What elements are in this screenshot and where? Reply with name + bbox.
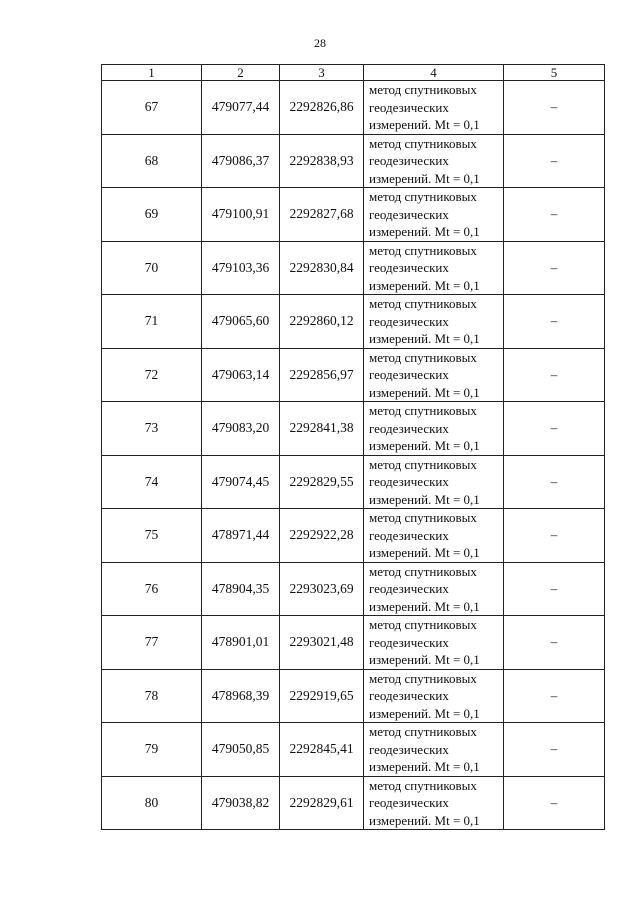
method-cell	[364, 509, 504, 563]
coordinate-x: 479100,91	[202, 188, 280, 242]
method-cell	[364, 455, 504, 509]
method-cell	[364, 776, 504, 830]
column-header-2: 2	[202, 65, 280, 81]
method-line: измерений. Mt = 0,1	[369, 170, 480, 186]
point-number: 68	[102, 134, 202, 188]
coordinate-x: 479038,82	[202, 776, 280, 830]
note-cell: –	[504, 562, 605, 616]
method-line: измерений. Mt = 0,1	[369, 331, 480, 346]
coordinate-y: 2292841,38	[280, 402, 364, 456]
point-number: 74	[102, 455, 202, 509]
table-row	[102, 509, 605, 563]
method-cell	[364, 616, 504, 670]
method-line: измерений. Mt = 0,1	[369, 224, 480, 239]
point-number: 79	[102, 723, 202, 777]
method-line: геодезических	[369, 581, 449, 596]
point-number: 73	[102, 402, 202, 456]
method-line: измерений. Mt = 0,1	[369, 705, 480, 721]
column-header-1: 1	[102, 65, 202, 81]
table-row	[102, 241, 605, 295]
table-row	[102, 616, 605, 670]
note-cell: –	[504, 295, 605, 349]
method-line: геодезических	[369, 634, 449, 650]
table-row	[102, 348, 605, 402]
note-cell: –	[504, 776, 605, 830]
coordinate-y: 2292860,12	[280, 295, 364, 349]
table-header-row	[102, 65, 605, 81]
table-row	[102, 455, 605, 509]
coordinate-y: 2292922,28	[280, 509, 364, 563]
coordinate-y: 2292829,55	[280, 455, 364, 509]
coordinate-x: 479065,60	[202, 295, 280, 349]
note-cell: –	[504, 188, 605, 242]
note-cell: –	[504, 81, 605, 135]
coordinate-x: 478968,39	[202, 669, 280, 723]
point-number: 76	[102, 562, 202, 616]
note-cell: –	[504, 509, 605, 563]
table-row	[102, 295, 605, 349]
coordinate-x: 479074,45	[202, 455, 280, 509]
method-line: измерений. Mt = 0,1	[369, 277, 480, 293]
column-header-3: 3	[280, 65, 364, 81]
method-line: геодезических	[369, 741, 449, 757]
column-header-5: 5	[504, 65, 605, 81]
coordinate-y: 2292827,68	[280, 188, 364, 242]
method-line: метод спутниковых	[369, 349, 477, 365]
point-number: 72	[102, 348, 202, 402]
note-cell: –	[504, 241, 605, 295]
point-number: 75	[102, 509, 202, 563]
method-line: измерений. Mt = 0,1	[369, 652, 480, 667]
coordinate-y: 2292838,93	[280, 134, 364, 188]
coordinates-table	[101, 64, 605, 830]
coordinate-x: 479063,14	[202, 348, 280, 402]
point-number: 80	[102, 776, 202, 830]
point-number: 69	[102, 188, 202, 242]
method-line: метод спутниковых	[369, 82, 477, 97]
table-row	[102, 776, 605, 830]
method-line: метод спутниковых	[369, 670, 477, 686]
coordinate-x: 479050,85	[202, 723, 280, 777]
point-number: 78	[102, 669, 202, 723]
coordinate-y: 2292826,86	[280, 81, 364, 135]
method-cell	[364, 669, 504, 723]
method-cell	[364, 188, 504, 242]
method-line: измерений. Mt = 0,1	[369, 491, 480, 507]
method-line: измерений. Mt = 0,1	[369, 117, 480, 132]
table-body	[102, 81, 605, 830]
method-line: измерений. Mt = 0,1	[369, 812, 480, 828]
method-line: геодезических	[369, 99, 449, 115]
point-number: 67	[102, 81, 202, 135]
method-line: геодезических	[369, 206, 449, 222]
method-line: геодезических	[369, 527, 449, 543]
coordinate-y: 2292919,65	[280, 669, 364, 723]
method-line: геодезических	[369, 420, 449, 436]
method-line: метод спутниковых	[369, 617, 477, 632]
method-cell	[364, 134, 504, 188]
method-line: измерений. Mt = 0,1	[369, 384, 480, 400]
coordinate-y: 2292830,84	[280, 241, 364, 295]
note-cell: –	[504, 455, 605, 509]
method-line: метод спутниковых	[369, 296, 477, 311]
method-line: метод спутниковых	[369, 563, 477, 579]
method-line: измерений. Mt = 0,1	[369, 438, 480, 453]
method-line: геодезических	[369, 260, 449, 275]
coordinate-y: 2292845,41	[280, 723, 364, 777]
coordinate-x: 479103,36	[202, 241, 280, 295]
point-number: 71	[102, 295, 202, 349]
method-line: метод спутниковых	[369, 242, 477, 258]
note-cell: –	[504, 402, 605, 456]
coordinate-x: 479083,20	[202, 402, 280, 456]
method-line: геодезических	[369, 153, 449, 168]
method-line: геодезических	[369, 474, 449, 489]
method-cell	[364, 723, 504, 777]
table-row	[102, 562, 605, 616]
coordinate-x: 478904,35	[202, 562, 280, 616]
table-row	[102, 402, 605, 456]
method-cell	[364, 81, 504, 135]
table-row	[102, 723, 605, 777]
coordinate-x: 478971,44	[202, 509, 280, 563]
method-cell	[364, 241, 504, 295]
note-cell: –	[504, 723, 605, 777]
note-cell: –	[504, 134, 605, 188]
column-header-4: 4	[364, 65, 504, 81]
note-cell: –	[504, 616, 605, 670]
table-row	[102, 81, 605, 135]
method-line: геодезических	[369, 688, 449, 703]
page-number: 28	[314, 36, 326, 50]
method-line: измерений. Mt = 0,1	[369, 598, 480, 614]
method-line: метод спутниковых	[369, 724, 477, 739]
method-line: метод спутниковых	[369, 403, 477, 418]
method-cell	[364, 402, 504, 456]
method-line: метод спутниковых	[369, 777, 477, 793]
coordinate-y: 2292856,97	[280, 348, 364, 402]
method-cell	[364, 348, 504, 402]
coordinate-x: 478901,01	[202, 616, 280, 670]
method-cell	[364, 295, 504, 349]
point-number: 70	[102, 241, 202, 295]
point-number: 77	[102, 616, 202, 670]
coordinate-y: 2292829,61	[280, 776, 364, 830]
method-line: геодезических	[369, 313, 449, 329]
table-row	[102, 669, 605, 723]
method-line: геодезических	[369, 367, 449, 382]
method-cell	[364, 562, 504, 616]
note-cell: –	[504, 669, 605, 723]
method-line: измерений. Mt = 0,1	[369, 759, 480, 774]
method-line: метод спутниковых	[369, 135, 477, 151]
method-line: измерений. Mt = 0,1	[369, 545, 480, 560]
method-line: метод спутниковых	[369, 189, 477, 204]
coordinate-y: 2293021,48	[280, 616, 364, 670]
coordinate-x: 479086,37	[202, 134, 280, 188]
coordinate-x: 479077,44	[202, 81, 280, 135]
coordinate-y: 2293023,69	[280, 562, 364, 616]
table-row	[102, 188, 605, 242]
method-line: метод спутниковых	[369, 510, 477, 525]
method-line: геодезических	[369, 795, 449, 810]
note-cell: –	[504, 348, 605, 402]
method-line: метод спутниковых	[369, 456, 477, 472]
table-row	[102, 134, 605, 188]
